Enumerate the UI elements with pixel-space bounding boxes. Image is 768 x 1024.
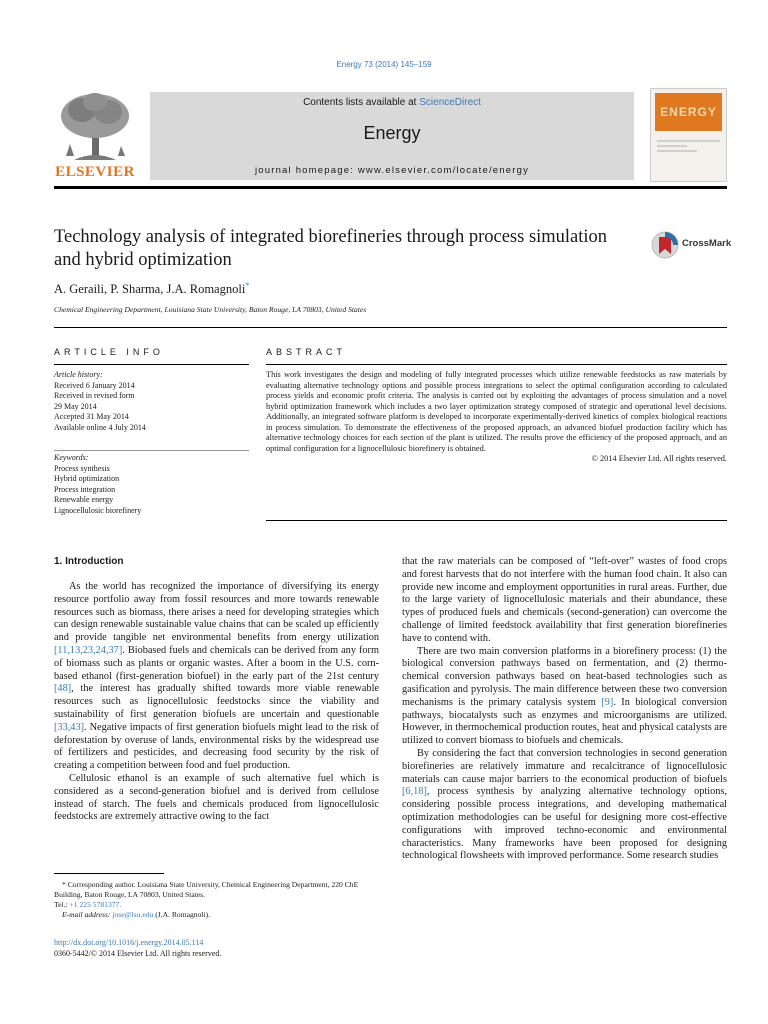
doi-block xyxy=(54,938,221,959)
article-info-rule xyxy=(54,364,249,365)
paragraph: that the raw materials can be composed of “left-over” wastes of food crops and forest harvests that do not interfere with the human food chain. It also can provide new income and employment opportunities in rural areas. Further, due to the large variety of lignocellulosic materials and their abundance, these types of produced fuels and chemicals (second-generation) can overcome the challenge of limited feedstock availability that first generation biorefineries have to contend with. xyxy=(402,556,727,644)
info-separator xyxy=(54,450,249,451)
history-item: 29 May 2014 xyxy=(54,401,97,411)
author-list xyxy=(54,281,249,297)
history-item: Accepted 31 May 2014 xyxy=(54,412,129,422)
contents-prefix: Contents lists available at xyxy=(303,97,420,108)
paragraph-text: As the world has recognized the importance of diversifying its energy resource portfolio away from fossil resources and more towards renewable resources such as biomass, there arises a need for developing strategies which can design renewable sustainable value chains that can be scaled up efficiently and provide tangible net environmental benefits from energy utilization xyxy=(54,581,379,644)
keywords xyxy=(54,453,249,517)
article-history xyxy=(54,370,249,434)
journal-reference[interactable]: Energy 73 (2014) 145–159 xyxy=(336,60,432,69)
keyword-item: Hybrid optimization xyxy=(54,474,120,484)
authors-names: A. Geraili, P. Sharma, J.A. Romagnoli xyxy=(54,282,246,297)
body-column-right xyxy=(402,556,727,863)
crossmark-icon xyxy=(651,230,679,260)
paragraph xyxy=(402,646,727,748)
history-item: Available online 4 July 2014 xyxy=(54,422,146,432)
masthead-band xyxy=(150,92,634,180)
doi-link[interactable]: http://dx.doi.org/10.1016/j.energy.2014.05.114 xyxy=(54,938,204,947)
journal-homepage[interactable]: journal homepage: www.elsevier.com/locate/energy xyxy=(254,165,530,176)
keyword-item: Renewable energy xyxy=(54,495,114,505)
journal-cover-image xyxy=(650,88,727,182)
abstract-bottom-rule xyxy=(266,520,727,521)
abstract-heading: ABSTRACT xyxy=(266,347,347,357)
keyword-item: Lignocellulosic biorefinery xyxy=(54,505,142,515)
corresponding-author-footnote xyxy=(54,880,379,920)
citation-link[interactable]: [6,18] xyxy=(402,786,427,798)
footnote-corresponding: * Corresponding author. Louisiana State University, Chemical Engineering Department, 220 ChE Building, Baton Rouge, LA 70803, United States. xyxy=(54,880,359,899)
section-heading-introduction: 1. Introduction xyxy=(54,556,124,567)
contents-line xyxy=(150,97,634,108)
journal-name: Energy xyxy=(363,123,421,143)
keyword-item: Process synthesis xyxy=(54,463,110,473)
body-column-left xyxy=(54,581,379,824)
crossmark-label: CrossMark xyxy=(682,238,732,249)
citation-link[interactable]: [33,43] xyxy=(54,721,85,733)
issn-line: 0360-5442/© 2014 Elsevier Ltd. All rights reserved. xyxy=(54,948,222,958)
email-label: E-mail address: xyxy=(62,910,113,919)
footnote-rule xyxy=(54,873,164,874)
keyword-item: Process integration xyxy=(54,484,116,494)
paragraph-text: . Negative impacts of first generation biofuels might lead to the risk of deforestation by overuse of lands, environmental risks by the widespread use of fertilizers and pesticides, and decreasing food security by the risk of creating a competition between food and fuel production. xyxy=(54,721,379,772)
article-title: Technology analysis of integrated biorefineries through process simulation and hybrid optimization xyxy=(54,227,608,270)
citation-link[interactable]: [9] xyxy=(601,696,614,708)
paragraph xyxy=(402,748,727,863)
abstract-copyright: © 2014 Elsevier Ltd. All rights reserved. xyxy=(591,454,727,463)
footnote-email xyxy=(54,910,379,920)
paragraph-text: . Biobased fuels and chemicals can be derived from any form of biomass such as plants or organic wastes. After a boom in the U.S. corn-based ethanol (first-generation biofuel) in the early part of the 21st century xyxy=(54,644,379,682)
footnote-tel xyxy=(54,900,379,910)
citation-link[interactable]: [11,13,23,24,37] xyxy=(54,644,123,656)
paragraph-text: . In biological conversion pathways, biocatalysts such as enzymes and microorganisms are utilized. However, in thermochemical production routes, heat and physical catalysts are utilized to convert biomass to biofuels and chemicals. xyxy=(402,696,728,747)
keywords-label: Keywords: xyxy=(54,453,89,462)
publisher-wordmark: ELSEVIER xyxy=(55,164,135,180)
citation-link[interactable]: [48] xyxy=(54,683,72,695)
email-owner: (J.A. Romagnoli). xyxy=(153,910,211,919)
paragraph: Cellulosic ethanol is an example of such alternative fuel which is considered as a second-generation biofuel and is derived from cellulose instead of starch. The fuels and chemicals produced from lignocellulosic feedstocks are extremely attractive owing to the fact xyxy=(54,772,379,823)
masthead-rule xyxy=(54,186,727,189)
affiliation: Chemical Engineering Department, Louisiana State University, Baton Rouge, LA 70803, United States xyxy=(54,305,367,314)
abstract-text: This work investigates the design and modeling of fully integrated processes which utilize renewable feedstocks as raw materials by evaluating alternative technology options and possible process integrations to select the optimal configuration according to calculated process yields and economic profit criteria. The analysis is carried out by exploiting the advantages of process simulation and a novel hybrid optimization framework which includes a two layer optimization strategy composed of strategic and operational level decisions. Additionally, an integrated software platform is developed to incorporate experimentally-derived kinetics of complex biological reactions in process simulation. To demonstrate the effectiveness of the proposed approach, an advanced biofuel production facility which has alternative technology choices for each section of the plant is utilized. The results prove the efficiency of the proposed approach, and an optimal configuration for a lignocellulosic biorefinery is obtained. xyxy=(266,370,727,453)
tel-link[interactable]: +1 225 5781377. xyxy=(69,900,122,909)
corresponding-author-mark[interactable]: * xyxy=(245,281,250,290)
history-item: Received 6 January 2014 xyxy=(54,380,135,390)
abstract-rule xyxy=(266,364,727,365)
email-link[interactable]: jose@lsu.edu xyxy=(112,910,154,919)
paragraph-text: There are two main conversion platforms in a biorefinery process: (1) the biological conversion pathways based on fermentation, and (2) thermo-chemical conversion pathways based on heat-based technologies such as gasification and pyrolysis. The main difference between these two conversion mechanisms is the primary catalysis system xyxy=(402,645,727,708)
history-label: Article history: xyxy=(54,370,103,379)
paragraph xyxy=(54,581,379,773)
cover-text-lines xyxy=(651,137,726,155)
abstract-body xyxy=(266,370,727,465)
article-info-heading: ARTICLE INFO xyxy=(54,347,164,357)
sciencedirect-link[interactable]: ScienceDirect xyxy=(419,97,481,108)
tel-label: Tel.: xyxy=(54,900,70,909)
cover-title: ENERGY xyxy=(660,105,717,119)
paragraph-text: , process synthesis by analyzing alternative technology options, considering possible process integrations, and developing mathematical optimization methodologies can be useful for designing more cost-effective configurations with improved techno-economic and environmental characteristics. Many frameworks have been proposed for designing technological flowsheets with improved performance. Some research studies xyxy=(402,786,727,862)
crossmark-badge[interactable] xyxy=(651,230,731,260)
paragraph-text: By considering the fact that conversion technologies in second generation biorefineries are relatively immature and recalcitrance of lignocellulosic materials can cause major barriers to the economical production of biofuels xyxy=(402,747,727,785)
history-item: Received in revised form xyxy=(54,391,135,401)
journal-masthead xyxy=(54,88,727,182)
paragraph-text: , the interest has gradually shifted towards more viable renewable resources such as lignocellulosic feedstocks since the viability and sustainability of first generation biofuels are uncertain and questionable xyxy=(54,683,379,720)
header-rule xyxy=(54,327,727,328)
